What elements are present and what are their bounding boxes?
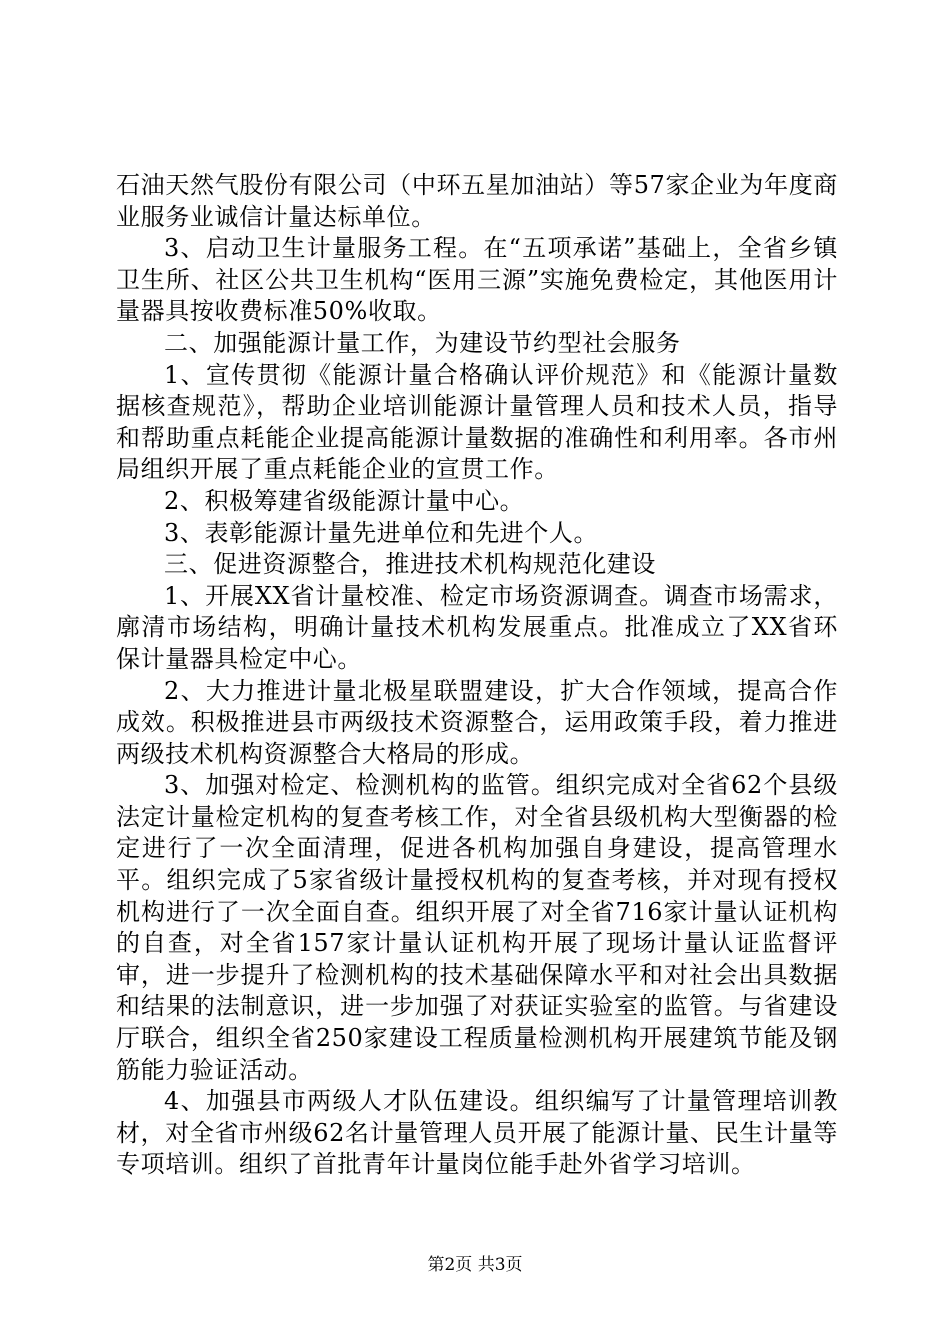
paragraph-supervision: 3、加强对检定、检测机构的监管。组织完成对全省62个县级法定计量检定机构的复查考核工作，对全省县级机构大型衡器的检定进行了一次全面清理，促进各机构加强自身建设，提高管理水平。组织完成了5家省级计量授权机构的复查考核，并对现有授权机构进行了一次全面自查。组织开展了对全省716家计量认证机构的自查，对全省157家计量认证机构开展了现场计量认证监督评审，进一步提升了检测机构的技术基础保障水平和对社会出具数据和结果的法制意识，进一步加强了对获证实验室的监管。与省建设厅联合，组织全省250家建设工程质量检测机构开展建筑节能及钢筋能力验证活动。	[116, 771, 838, 1084]
section-heading-resources: 三、促进资源整合，推进技术机构规范化建设	[164, 550, 656, 579]
paragraph-energy-standards: 1、宣传贯彻《能源计量合格确认评价规范》和《能源计量数据核查规范》，帮助企业培训能源计量管理人员和技术人员，指导和帮助重点耗能企业提高能源计量数据的准确性和利用率。各市州局组织开展了重点耗能企业的宣贯工作。	[116, 360, 838, 484]
page-number-footer: 第2页 共3页	[427, 1255, 523, 1275]
document-body	[116, 170, 838, 1181]
paragraph-talent: 4、加强县市两级人才队伍建设。组织编写了计量管理培训教材，对全省市州级62名计量管理人员开展了能源计量、民生计量等专项培训。组织了首批青年计量岗位能手赴外省学习培训。	[116, 1087, 838, 1179]
paragraph-health-metrology: 3、启动卫生计量服务工程。在“五项承诺”基础上，全省乡镇卫生所、社区公共卫生机构“医用三源”实施免费检定，其他医用计量器具按收费标准50%收取。	[116, 234, 838, 326]
paragraph-energy-awards: 3、表彰能源计量先进单位和先进个人。	[164, 518, 599, 547]
paragraph-energy-center: 2、积极筹建省级能源计量中心。	[164, 486, 525, 515]
section-heading-energy: 二、加强能源计量工作，为建设节约型社会服务	[164, 328, 681, 357]
paragraph-market-survey: 1、开展XX省计量校准、检定市场资源调查。调查市场需求，廓清市场结构，明确计量技术机构发展重点。批准成立了XX省环保计量器具检定中心。	[116, 581, 838, 673]
paragraph-continuation: 石油天然气股份有限公司（中环五星加油站）等57家企业为年度商业服务业诚信计量达标单位。	[116, 171, 838, 231]
paragraph-alliance: 2、大力推进计量北极星联盟建设，扩大合作领域，提高合作成效。积极推进县市两级技术资源整合，运用政策手段，着力推进两级技术机构资源整合大格局的形成。	[116, 676, 838, 768]
